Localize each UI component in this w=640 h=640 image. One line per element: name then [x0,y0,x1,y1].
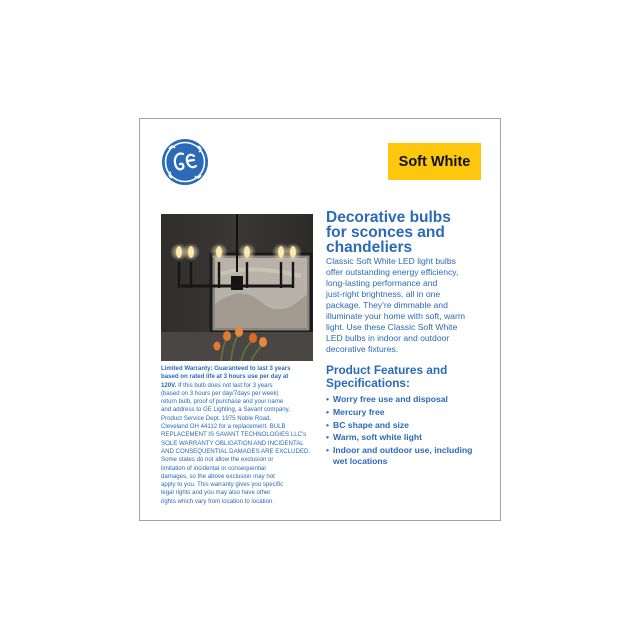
warranty-line: (based on 3 hours per day/7days per week) [161,389,279,397]
feature-text: Indoor and outdoor use, including wet locations [333,445,473,466]
feature-text: Warm, soft white light [333,432,422,443]
warranty-line: legal rights and you may also have other [161,489,271,497]
feature-item [326,432,486,443]
warranty-text [161,365,313,506]
warranty-line: apply to you. This warranty gives you specific [161,481,284,489]
warranty-line: REPLACEMENT IS SAVANT TECHNOLOGIES LLC's [161,431,307,439]
warranty-line: and address to GE Lighting, a Savant company, [161,406,290,414]
feature-item [326,407,486,418]
description-line: offer outstanding energy efficiency, [326,267,459,277]
soft-white-badge [388,143,481,180]
warranty-line: return bulb, proof of purchase and your name [161,398,284,406]
warranty-line: Product Service Dept. 1975 Noble Road, [161,414,272,422]
features-list [326,394,486,469]
warranty-bold-line: based on rated life at 3 hours use per day at [161,373,289,381]
feature-text: BC shape and size [333,419,409,430]
warranty-line: SOLE WARRANTY OBLIGATION AND INCIDENTAL [161,439,304,447]
description-line: package. They're dimmable and [326,300,448,310]
feature-item [326,420,486,431]
feature-text: Worry free use and disposal [333,394,448,404]
feature-item [326,394,486,405]
badge-label: Soft White [398,153,471,170]
warranty-line: Cleveland OH 44112 for a replacement. BULB [161,423,286,431]
description-line: decorative fixtures. [326,344,399,354]
features-title [326,364,486,390]
warranty-line: Some states do not allow the exclusion or [161,456,274,464]
warranty-line: AND CONSEQUENTIAL DAMAGES ARE EXCLUDED. [161,447,311,455]
warranty-line: rights which vary from location to location. [161,497,275,505]
warranty-line: 120V. If this bulb does not last for 3 years [161,381,273,389]
bullet-icon: • [326,406,330,417]
feature-item [326,445,486,467]
warranty-line: damages, so the above exclusion may not [161,472,275,480]
description-line: light. Use these Classic Soft White [326,322,458,332]
ge-logo-icon [161,138,209,186]
description-line: long-lasting performance and [326,278,438,288]
warranty-bold-line: Limited Warranty: Guaranteed to last 3 years [161,365,291,372]
features-title-line: Product Features and [326,363,448,377]
product-heading [326,210,486,255]
description-line: just-right brightness, all in one [326,289,441,299]
feature-text: Mercury free [333,406,385,417]
bullet-icon: • [326,445,330,456]
description-line: LED bulbs in indoor and outdoor [326,333,450,343]
description-line: Classic Soft White LED light bulbs [326,256,456,266]
warranty-line: limitation of incidental or consequential [161,464,266,472]
product-description [326,256,486,355]
features-title-line: Specifications: [326,376,410,390]
bullet-icon: • [326,394,330,404]
bullet-icon: • [326,432,330,443]
heading-line: Decorative bulbs [326,209,451,226]
bullet-icon: • [326,419,330,430]
heading-line: for sconces and [326,224,445,241]
chandelier-photo [161,214,313,361]
heading-line: chandeliers [326,239,413,256]
description-line: illuminate your home with soft, warm [326,311,465,321]
